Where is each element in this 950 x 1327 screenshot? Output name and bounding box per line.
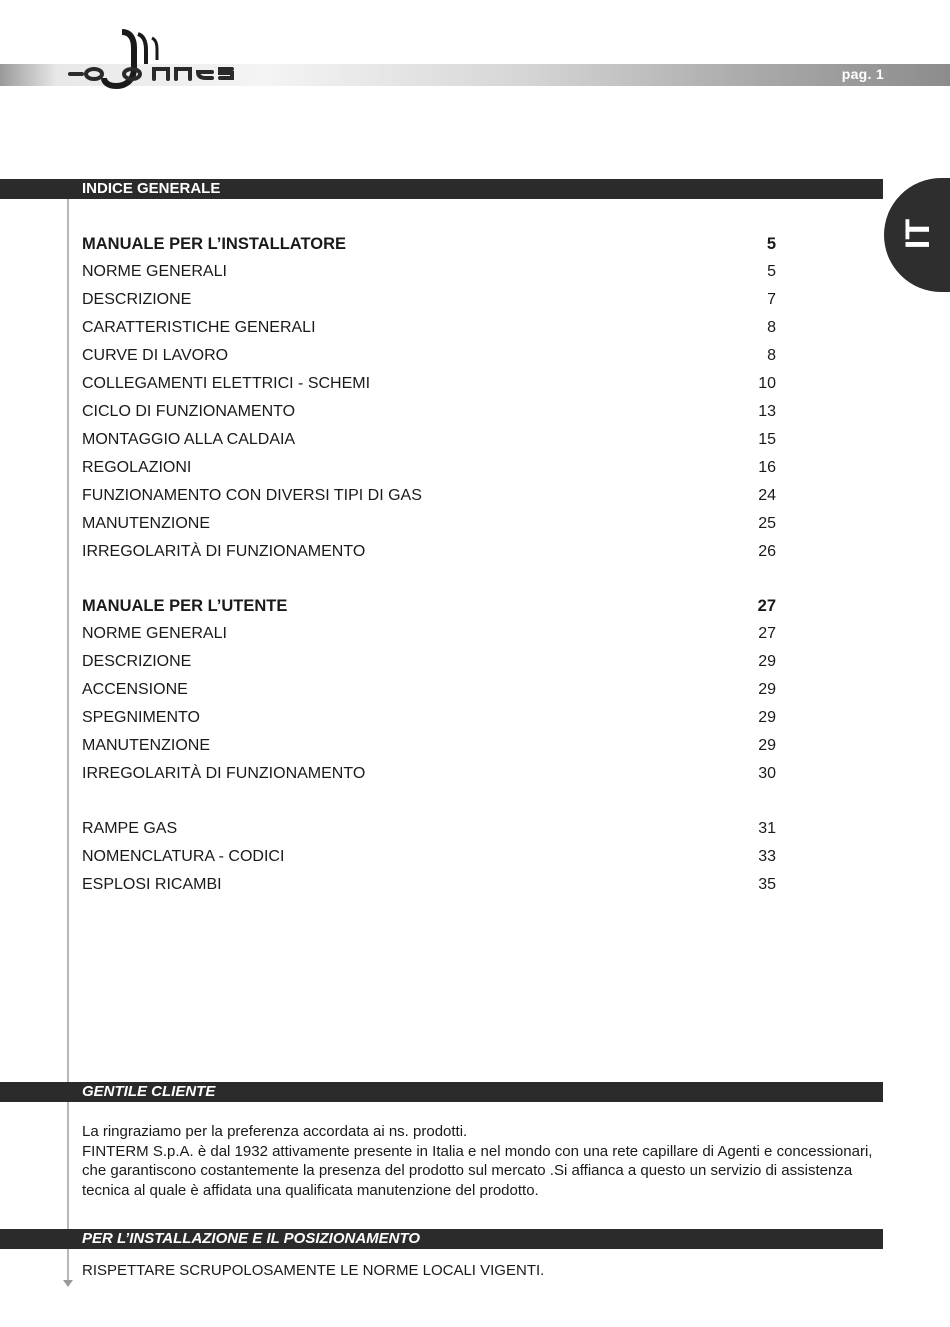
toc-entry[interactable] — [82, 679, 776, 701]
toc-entry-page: 5 — [767, 263, 776, 280]
toc-entry[interactable] — [82, 289, 776, 311]
toc-entry-label: CARATTERISTICHE GENERALI — [82, 319, 316, 336]
toc-entry[interactable] — [82, 874, 776, 896]
toc-entry-page: 8 — [767, 347, 776, 364]
index-title: INDICE GENERALE — [82, 180, 221, 197]
toc-entry[interactable] — [82, 429, 776, 451]
toc-entry-page: 25 — [758, 515, 776, 532]
customer-title: GENTILE CLIENTE — [82, 1083, 216, 1100]
page-number-label: pag. 1 — [841, 66, 884, 82]
toc-entry-user-manual[interactable] — [82, 595, 776, 617]
installation-rule: RISPETTARE SCRUPOLOSAMENTE LE NORME LOCALI VIGENTI. — [82, 1262, 545, 1279]
toc-entry-page: 24 — [758, 487, 776, 504]
toc-entry[interactable] — [82, 345, 776, 367]
toc-entry[interactable] — [82, 707, 776, 729]
toc-entry-label: SPEGNIMENTO — [82, 709, 200, 726]
toc-entry-label: FUNZIONAMENTO CON DIVERSI TIPI DI GAS — [82, 487, 422, 504]
toc-entry[interactable] — [82, 651, 776, 673]
toc-entry-label: ACCENSIONE — [82, 681, 188, 698]
customer-line: La ringraziamo per la preferenza accordata ai ns. prodotti. — [82, 1123, 468, 1140]
toc-entry[interactable] — [82, 485, 776, 507]
toc-entry-page: 29 — [758, 737, 776, 754]
toc-entry[interactable] — [82, 735, 776, 757]
toc-entry-page: 29 — [758, 653, 776, 670]
toc-entry-label: IRREGOLARITÀ DI FUNZIONAMENTO — [82, 543, 366, 560]
toc-entry-page: 8 — [767, 319, 776, 336]
toc-entry[interactable] — [82, 541, 776, 563]
toc-entry-page: 30 — [758, 765, 776, 782]
vertical-guide-line — [67, 198, 69, 1281]
toc-entry[interactable] — [82, 763, 776, 785]
toc-entry-label: DESCRIZIONE — [82, 291, 192, 308]
toc-entry-installer-manual[interactable] — [82, 233, 776, 255]
section-bar-customer — [0, 1082, 883, 1102]
customer-line: che garantiscono costantemente la presenza del prodotto sul mercato .Si affianca a questo un servizio di assistenza — [82, 1162, 853, 1179]
toc-entry[interactable] — [82, 373, 776, 395]
customer-line: tecnica al quale è affidata una qualificata manutenzione del prodotto. — [82, 1181, 539, 1199]
customer-message — [82, 1122, 887, 1200]
toc-entry[interactable] — [82, 317, 776, 339]
section-bar-installation — [0, 1229, 883, 1249]
arrow-down-icon — [63, 1280, 73, 1287]
toc-entry[interactable] — [82, 457, 776, 479]
toc-entry-label: CICLO DI FUNZIONAMENTO — [82, 403, 296, 420]
installation-title: PER L’INSTALLAZIONE E IL POSIZIONAMENTO — [82, 1230, 421, 1247]
toc-entry-label: CURVE DI LAVORO — [82, 347, 229, 364]
toc-entry-page: 16 — [758, 459, 776, 476]
toc-entry-page: 29 — [758, 709, 776, 726]
toc-entry-label: MANUTENZIONE — [82, 737, 210, 754]
customer-line: FINTERM S.p.A. è dal 1932 attivamente presente in Italia e nel mondo con una rete capillare di Agenti e concessionari, — [82, 1142, 873, 1160]
toc-entry-label: MANUTENZIONE — [82, 515, 210, 532]
toc-entry[interactable] — [82, 513, 776, 535]
toc-entry-label: NOMENCLATURA - CODICI — [82, 848, 285, 865]
toc-entry-page: 13 — [758, 403, 776, 420]
toc-entry-page: 7 — [767, 291, 776, 308]
toc-entry-page: 35 — [758, 876, 776, 893]
toc-entry[interactable] — [82, 623, 776, 645]
toc-entry-label: MANUALE PER L’INSTALLATORE — [82, 234, 346, 253]
toc-entry-label: REGOLAZIONI — [82, 459, 192, 476]
language-tab — [884, 178, 950, 292]
toc-entry-page: 15 — [758, 431, 776, 448]
toc-entry[interactable] — [82, 818, 776, 840]
toc-entry-page: 26 — [758, 543, 776, 560]
toc-entry[interactable] — [82, 401, 776, 423]
toc-entry-page: 33 — [758, 848, 776, 865]
toc-entry-page: 10 — [758, 375, 776, 392]
toc-entry-page: 27 — [757, 596, 776, 615]
toc-entry-label: DESCRIZIONE — [82, 653, 192, 670]
toc-entry-label: ESPLOSI RICAMBI — [82, 876, 222, 893]
toc-entry-page: 5 — [766, 234, 776, 253]
toc-entry-page: 27 — [758, 625, 776, 642]
toc-entry-label: NORME GENERALI — [82, 625, 227, 642]
brand-logo — [64, 28, 254, 90]
toc-entry-label: IRREGOLARITÀ DI FUNZIONAMENTO — [82, 765, 366, 782]
toc-entry-page: 29 — [758, 681, 776, 698]
section-bar-index — [0, 179, 883, 199]
toc-entry[interactable] — [82, 261, 776, 283]
language-tab-label: IT — [899, 218, 937, 250]
toc-entry[interactable] — [82, 846, 776, 868]
toc-entry-page: 31 — [758, 820, 776, 837]
toc-entry-label: MONTAGGIO ALLA CALDAIA — [82, 431, 296, 448]
toc-entry-label: RAMPE GAS — [82, 820, 178, 837]
toc-entry-label: NORME GENERALI — [82, 263, 227, 280]
toc-entry-label: MANUALE PER L’UTENTE — [82, 596, 288, 615]
toc-entry-label: COLLEGAMENTI ELETTRICI - SCHEMI — [82, 375, 371, 392]
